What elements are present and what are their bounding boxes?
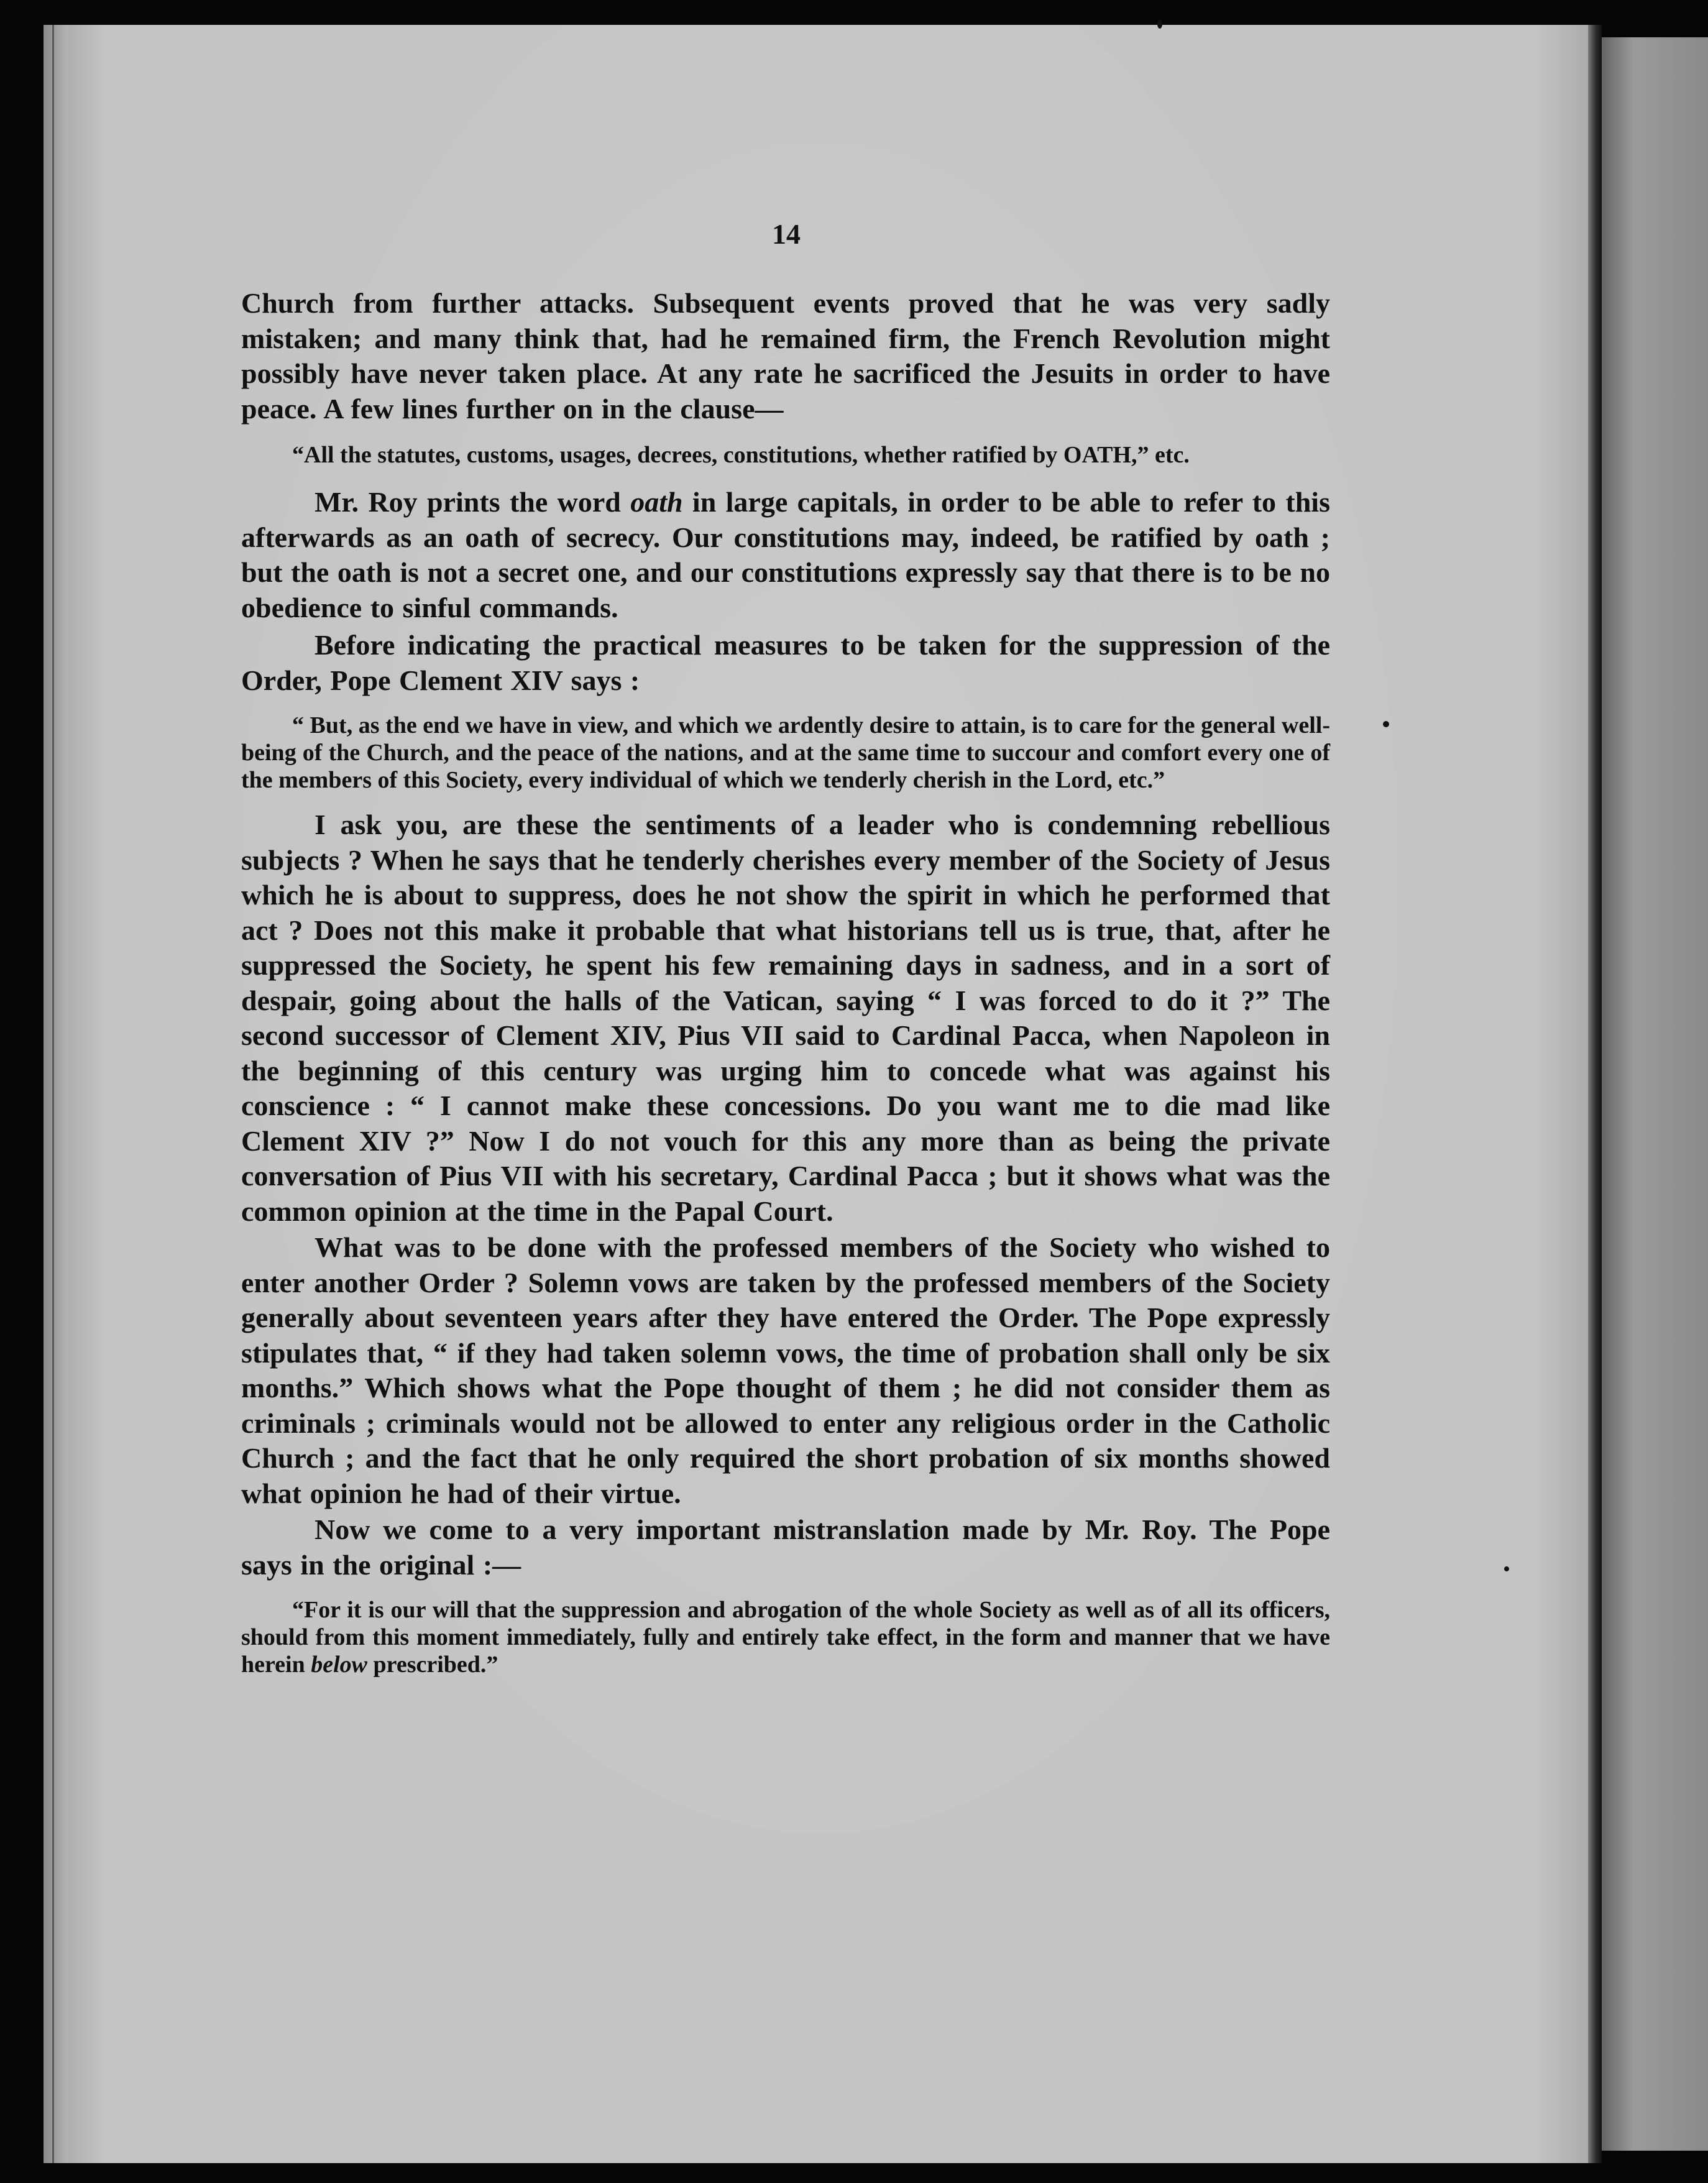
quote-statutes: “All the statutes, customs, usages, decrees, constitutions, whether ratified by OATH,” etc. xyxy=(292,442,1190,468)
paragraph-oath-capitals xyxy=(241,485,1330,625)
text-segment: “For it is our will that the suppression and abrogation of the whole Society as well as of all its officers, should from this moment immediately, fully and entirely take effect, in the form and manner that we have herein xyxy=(241,1597,1330,1678)
paragraph-mistranslation: Now we come to a very important mistranslation made by Mr. Roy. The Pope says in the original :— xyxy=(241,1514,1330,1581)
text-segment: Mr. Roy prints the word xyxy=(315,486,631,518)
quote-general-well-being: “ But, as the end we have in view, and which we ardently desire to attain, is to care for the general well-being of the Church, and the peace of the nations, and at the same time to succour and comfort every one of the members of this Society, every individual of which we tenderly cherish in the Lord, etc.” xyxy=(241,712,1330,793)
text-segment: in large capitals, in order to be able to refer to this afterwards as an oath of secrecy. Our constitutions may, indeed, be ratified by oath ; but the oath is not a secret one, and our constitutions expressly say that there is to be no obedience to sinful commands. xyxy=(241,486,1330,623)
emphasis-below: below xyxy=(311,1652,368,1678)
paragraph-professed-members: What was to be done with the professed members of the Society who wished to enter another Order ? Solemn vows are taken by the professed members of the Society generally about seventeen years after they have entered the Order. The Pope expressly stipulates that, “ if they had taken solemn vows, the time of probation shall only be six months.” Which shows what the Pope thought of them ; he did not consider them as criminals ; criminals would not be allowed to enter any religious order in the Catholic Church ; and the fact that he only required the short probation of six months showed what opinion he had of their virtue. xyxy=(241,1231,1330,1509)
page-body xyxy=(241,211,1330,1678)
paragraph-practical-measures: Before indicating the practical measures to be taken for the suppression of the Order, Pope Clement XIV says : xyxy=(241,629,1330,696)
ink-speck xyxy=(1383,721,1389,727)
paragraph-church-attacks: Church from further attacks. Subsequent events proved that he was very sadly mistaken; and many think that, had he remained firm, the French Revolution might possibly have never taken place. At any rate he sacrificed the Jesuits in order to have peace. A few lines further on in the clause— xyxy=(241,287,1330,425)
emphasis-oath: oath xyxy=(630,486,683,518)
page-left-edge xyxy=(44,25,68,2163)
ink-speck xyxy=(1504,1566,1509,1571)
text-segment: prescribed.” xyxy=(367,1652,498,1678)
ink-speck xyxy=(1157,20,1162,29)
page-number: 14 xyxy=(772,218,801,250)
book-gutter xyxy=(1588,25,1602,2163)
adjacent-page-edge xyxy=(1602,37,1708,2151)
paragraph-sentiments-of-leader: I ask you, are these the sentiments of a leader who is condemning rebellious subjects ? When he says that he tenderly cherishes every member of the Society of Jesus which he is about to suppress, does he not show the spirit in which he performed that act ? Does not this make it probable that what historians tell us is true, that, after he suppressed the Society, he spent his few remaining days in sadness, and in a sort of despair, going about the halls of the Vatican, saying “ I was forced to do it ?” The second successor of Clement XIV, Pius VII said to Cardinal Pacca, when Napoleon in the beginning of this century was urging him to concede what was against his conscience : “ I cannot make these concessions. Do you want me to die mad like Clement XIV ?” Now I do not vouch for this any more than as being the private conversation of Pius VII with his secretary, Cardinal Pacca ; but it shows what was the common opinion at the time in the Papal Court. xyxy=(241,809,1330,1227)
quote-suppression-abrogation xyxy=(241,1596,1330,1678)
